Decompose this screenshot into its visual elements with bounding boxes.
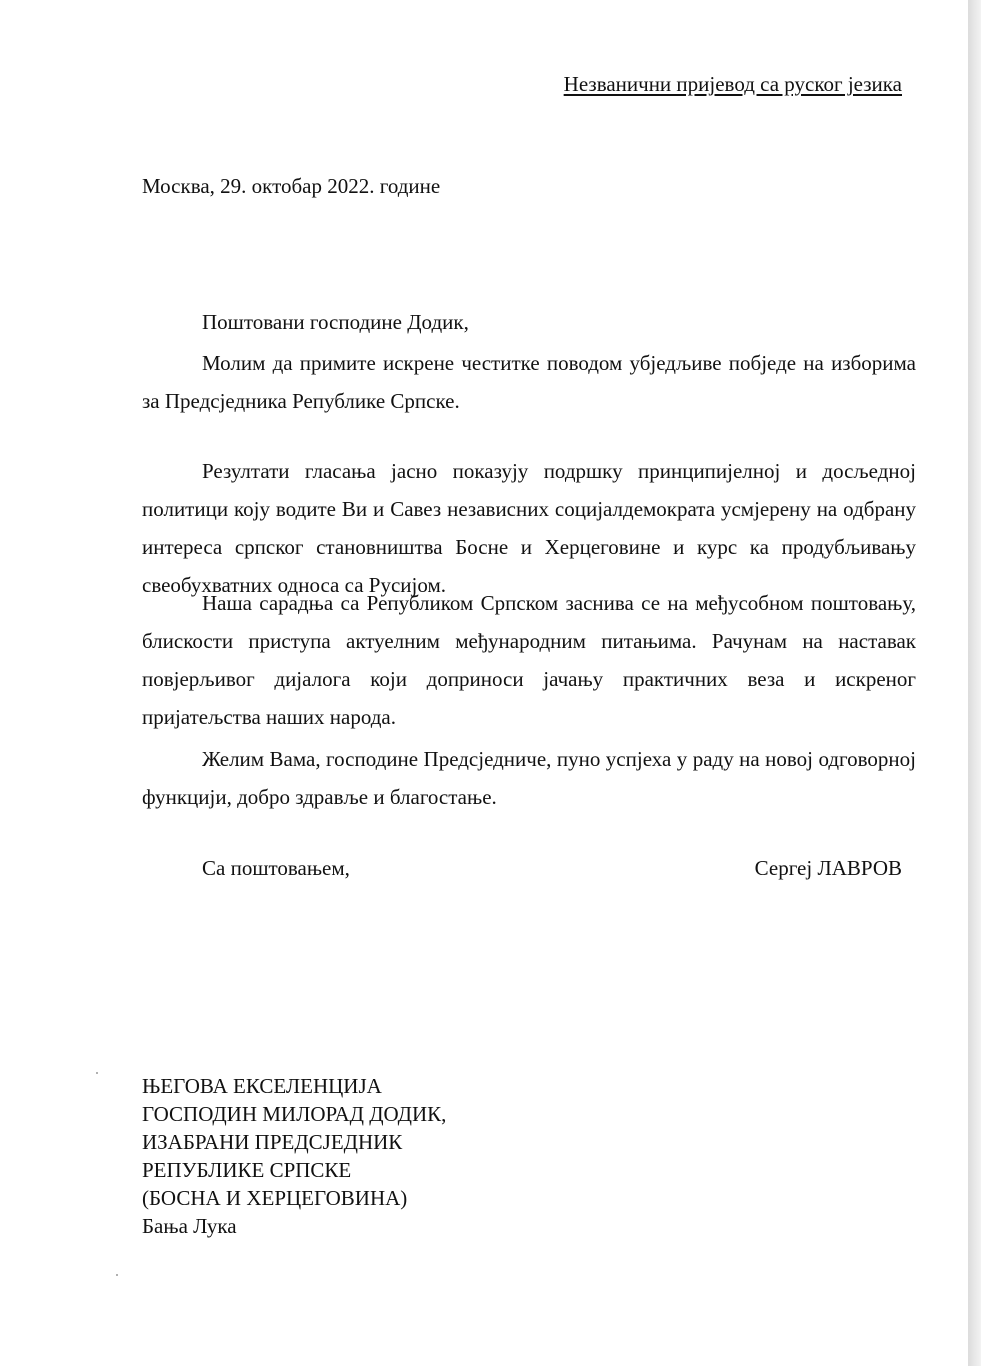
place-and-date: Москва, 29. октобар 2022. године (142, 174, 441, 198)
address-line: Бања Лука (142, 1214, 237, 1238)
recipient-address (142, 1072, 446, 1240)
paragraph-election-results: Резултати гласања јасно показују подршку принципијелној и досљедној политици коју водите Ви и Савез независних социјалдемократа усмјерену на одбрану интереса српског становништва Босне и Херцеговине и курс ка продубљивању свеобухватних односа са Русијом. (142, 459, 916, 597)
signature-name: Сергеј ЛАВРОВ (754, 856, 902, 880)
page-edge-shadow (968, 0, 981, 1366)
closing: Са поштовањем, (202, 856, 350, 880)
paragraph-wishes: Желим Вама, господине Предсједниче, пуно успјеха у раду на новој одговорној функцији, добро здравље и благостање. (142, 747, 916, 809)
address-line: (БОСНА И ХЕРЦЕГОВИНА) (142, 1186, 408, 1210)
address-line: ЊЕГОВА ЕКСЕЛЕНЦИЈА (142, 1074, 382, 1098)
salutation: Поштовани господине Додик, (202, 310, 469, 334)
translation-note: Незванични пријевод са руског језика (563, 72, 902, 96)
scan-speck (116, 1274, 118, 1276)
address-line: ИЗАБРАНИ ПРЕДСЈЕДНИК (142, 1130, 403, 1154)
address-line: РЕПУБЛИКЕ СРПСКЕ (142, 1158, 352, 1182)
scan-speck (96, 1072, 98, 1074)
address-line: ГОСПОДИН МИЛОРАД ДОДИК, (142, 1102, 447, 1126)
paragraph-congratulations: Молим да примите искрене честитке поводом убједљиве побједе на изборима за Предсједника Републике Српске. (142, 351, 916, 413)
paragraph-cooperation: Наша сарадња са Републиком Српском заснива се на међусобном поштовању, блискости приступа актуелним међународним питањима. Рачунам на наставак повјерљивог дијалога који доприноси јачању практичних веза и искреног пријатељства наших народа. (142, 591, 916, 729)
